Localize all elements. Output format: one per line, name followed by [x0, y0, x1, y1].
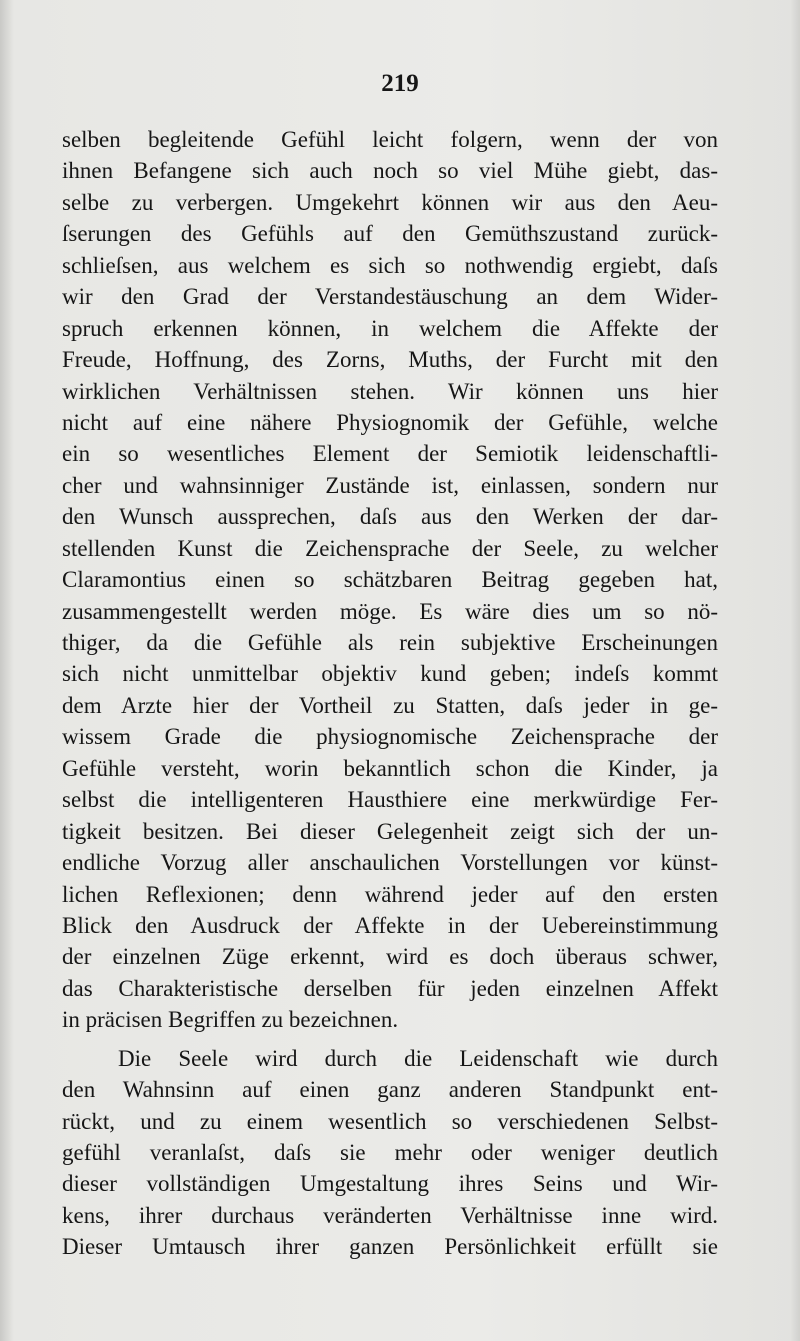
- text-line: Blick den Ausdruck der Affekte in der Uebereinstimmung: [62, 912, 718, 938]
- text-line: den Wunsch aussprechen, daſs aus den Werken der dar-: [62, 504, 718, 530]
- text-line: nicht auf eine nähere Physiognomik der Gefühle, welche: [62, 409, 718, 435]
- text-line: spruch erkennen können, in welchem die Affekte der: [62, 315, 718, 341]
- text-line: gefühl veranlaſst, daſs sie mehr oder weniger deutlich: [62, 1140, 718, 1165]
- text-line: ein so wesentliches Element der Semiotik leidenschaftli-: [62, 441, 718, 467]
- text-line: den Wahnsinn auf einen ganz anderen Standpunkt ent-: [62, 1077, 718, 1103]
- text-line: in präcisen Begriffen zu bezeichnen.: [62, 1007, 399, 1033]
- text-line: dem Arzte hier der Vortheil zu Statten, daſs jeder in ge-: [62, 692, 718, 718]
- text-line: selbe zu verbergen. Umgekehrt können wir aus den Aeu-: [62, 189, 718, 215]
- paragraph: [62, 124, 718, 1036]
- text-line: schlieſsen, aus welchem es sich so nothwendig ergiebt, daſs: [62, 252, 718, 278]
- paragraph-gap: [62, 1036, 718, 1043]
- text-line: dieser vollständigen Umgestaltung ihres Seins und Wir-: [62, 1171, 718, 1197]
- text-line: das Charakteristische derselben für jeden einzelnen Affekt: [62, 975, 718, 1001]
- text-line: Claramontius einen so schätzbaren Beitrag gegeben hat,: [62, 567, 718, 593]
- page-number: 219: [381, 70, 419, 97]
- text-line: ihnen Befangene sich auch noch so viel Mühe giebt, das-: [62, 158, 718, 184]
- text-line: lichen Reflexionen; denn während jeder auf den ersten: [62, 881, 718, 907]
- text-line: cher und wahnsinniger Zustände ist, einlassen, sondern nur: [62, 472, 718, 498]
- text-line: rückt, und zu einem wesentlich so verschiedenen Selbst-: [62, 1108, 718, 1134]
- text-line: endliche Vorzug aller anschaulichen Vorstellungen vor künst-: [62, 850, 718, 876]
- text-line: sich nicht unmittelbar objektiv kund geben; indeſs kommt: [62, 661, 718, 687]
- paragraph: [62, 1043, 718, 1263]
- page-body-text: [62, 124, 718, 1263]
- text-line: tigkeit besitzen. Bei dieser Gelegenheit zeigt sich der un-: [62, 818, 718, 844]
- text-line: Dieser Umtausch ihrer ganzen Persönlichkeit erfüllt sie: [62, 1234, 718, 1260]
- text-line: wir den Grad der Verstandestäuschung an dem Wider-: [62, 284, 718, 310]
- text-line: zusammengestellt werden möge. Es wäre dies um so nö-: [62, 598, 718, 624]
- text-line: Die Seele wird durch die Leidenschaft wie durch: [118, 1045, 718, 1071]
- text-line: wissem Grade die physiognomische Zeichensprache der: [62, 724, 718, 750]
- text-line: Gefühle versteht, worin bekanntlich schon die Kinder, ja: [62, 755, 718, 781]
- text-line: wirklichen Verhältnissen stehen. Wir können uns hier: [62, 378, 718, 404]
- text-line: selbst die intelligenteren Hausthiere eine merkwürdige Fer-: [62, 787, 718, 813]
- text-line: selben begleitende Gefühl leicht folgern, wenn der von: [62, 127, 718, 152]
- text-line: thiger, da die Gefühle als rein subjektive Erscheinungen: [62, 630, 718, 655]
- text-line: Freude, Hoffnung, des Zorns, Muths, der Furcht mit den: [62, 347, 718, 373]
- text-line: ſserungen des Gefühls auf den Gemüthszustand zurück-: [62, 221, 718, 247]
- text-line: kens, ihrer durchaus veränderten Verhältnisse inne wird.: [62, 1202, 718, 1228]
- text-line: stellenden Kunst die Zeichensprache der Seele, zu welcher: [62, 535, 718, 561]
- text-line: der einzelnen Züge erkennt, wird es doch überaus schwer,: [62, 944, 718, 970]
